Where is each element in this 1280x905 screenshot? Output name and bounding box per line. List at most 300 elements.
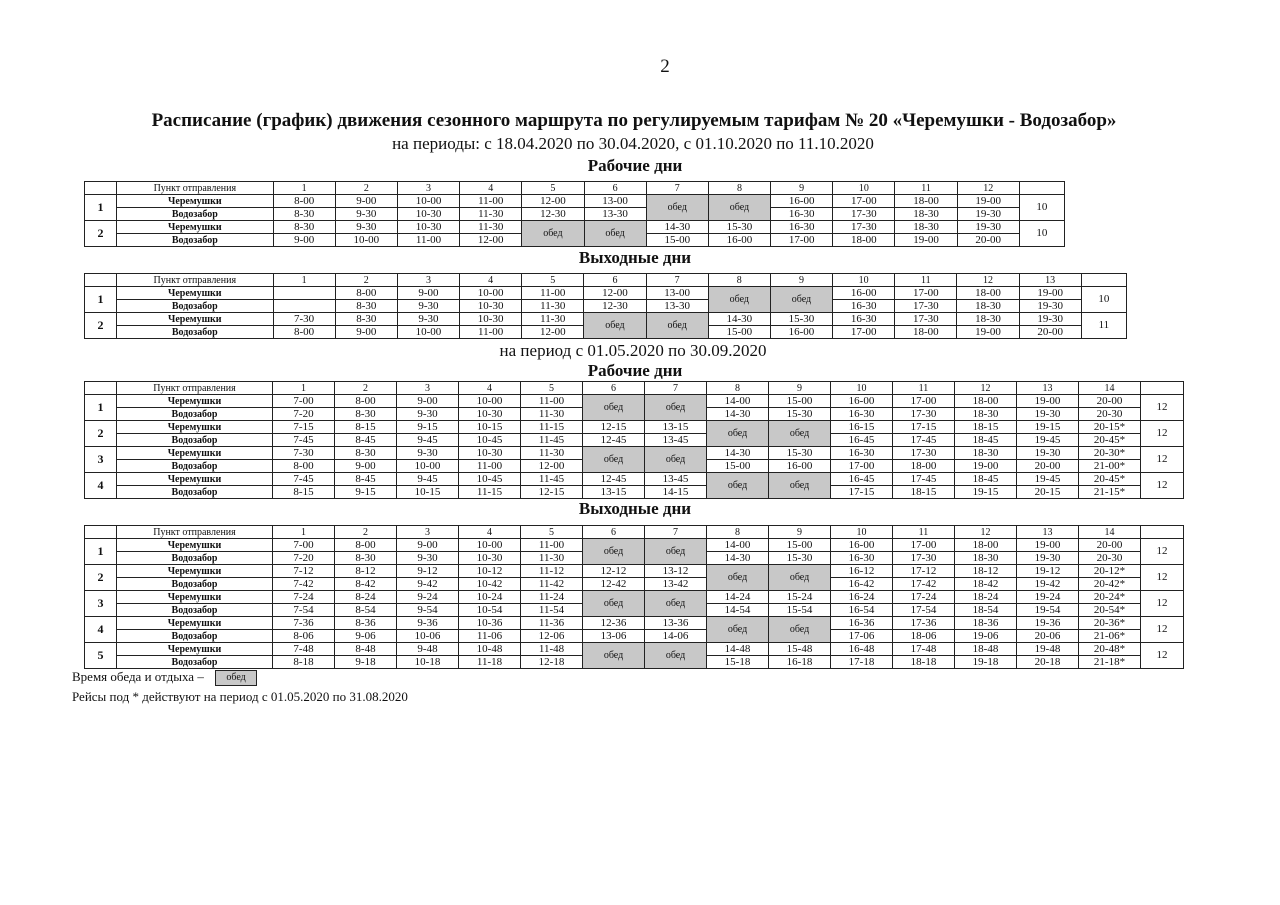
time-cell: 11-36 <box>521 617 583 630</box>
table-row <box>85 643 1184 656</box>
time-cell: 17-00 <box>895 287 957 300</box>
time-cell: 10-54 <box>459 604 521 617</box>
trip-number-3: 3 <box>397 182 459 195</box>
time-cell: 8-12 <box>335 565 397 578</box>
time-cell: 9-30 <box>397 313 459 326</box>
table-row <box>85 539 1184 552</box>
time-cell: 10-45 <box>459 434 521 447</box>
time-cell: 18-45 <box>955 434 1017 447</box>
time-cell: 10-12 <box>459 565 521 578</box>
time-cell: 18-15 <box>893 486 955 499</box>
time-cell: 15-30 <box>769 447 831 460</box>
time-cell: 8-30 <box>335 300 397 313</box>
time-cell: 12-45 <box>583 473 645 486</box>
stop-name: Водозабор <box>117 656 273 669</box>
time-cell: 16-00 <box>831 539 893 552</box>
header-empty-cell <box>85 182 117 195</box>
time-cell: 9-00 <box>397 395 459 408</box>
time-cell: 12-06 <box>521 630 583 643</box>
time-cell: 13-00 <box>584 195 646 208</box>
time-cell: 18-30 <box>895 208 957 221</box>
time-cell: 19-45 <box>1017 473 1079 486</box>
time-cell: 14-48 <box>707 643 769 656</box>
trips-total: 12 <box>1141 447 1184 473</box>
stop-name: Черемушки <box>117 617 273 630</box>
time-cell: 20-36* <box>1079 617 1141 630</box>
time-cell: 8-00 <box>335 395 397 408</box>
header-total-empty <box>1141 382 1184 395</box>
time-cell: 18-30 <box>955 552 1017 565</box>
lunch-cell: обед <box>583 643 645 669</box>
time-cell: 16-45 <box>831 473 893 486</box>
schedule-number: 2 <box>85 421 117 447</box>
time-cell: 7-15 <box>273 421 335 434</box>
lunch-cell: обед <box>769 421 831 447</box>
table-row <box>85 313 1127 326</box>
section-weekends-1: Выходные дни <box>578 248 692 267</box>
time-cell: 20-00 <box>957 234 1019 247</box>
time-cell: 15-00 <box>769 539 831 552</box>
time-cell: 19-00 <box>1017 395 1079 408</box>
time-cell: 10-36 <box>459 617 521 630</box>
time-cell: 16-00 <box>770 326 832 339</box>
time-cell: 8-30 <box>335 313 397 326</box>
time-cell: 18-00 <box>895 195 957 208</box>
trips-total: 12 <box>1141 617 1184 643</box>
trip-number-8: 8 <box>707 382 769 395</box>
table-row <box>85 434 1184 447</box>
time-cell: 16-42 <box>831 578 893 591</box>
stop-name: Черемушки <box>117 421 273 434</box>
time-cell: 7-12 <box>273 565 335 578</box>
time-cell: 20-24* <box>1079 591 1141 604</box>
trip-number-1: 1 <box>273 182 335 195</box>
trip-number-11: 11 <box>893 526 955 539</box>
time-cell: 17-30 <box>833 208 895 221</box>
stop-name: Черемушки <box>117 539 273 552</box>
lunch-cell: обед <box>583 395 645 421</box>
time-cell: 19-00 <box>1017 539 1079 552</box>
footer-note: Рейсы под * действуют на период с 01.05.2020 по 31.08.2020 <box>72 689 408 704</box>
time-cell: 9-00 <box>397 539 459 552</box>
schedule-number: 1 <box>85 539 117 565</box>
trip-number-8: 8 <box>707 526 769 539</box>
table-row <box>85 221 1065 234</box>
time-cell: 11-06 <box>459 630 521 643</box>
section-weekdays-2: Рабочие дни <box>587 361 683 380</box>
time-cell <box>273 287 335 300</box>
time-cell: 21-15* <box>1079 486 1141 499</box>
schedule-table-weekends-1 <box>84 273 1127 339</box>
time-cell: 13-15 <box>645 421 707 434</box>
trip-number-1: 1 <box>273 274 335 287</box>
stop-name: Черемушки <box>117 195 273 208</box>
time-cell: 16-00 <box>833 287 895 300</box>
table-header-row <box>85 182 1065 195</box>
document-title: Расписание (график) движения сезонного маршрута по регулируемым тарифам № 20 «Черемушки - Водозабор» <box>151 110 1117 131</box>
time-cell: 8-45 <box>335 434 397 447</box>
time-cell: 8-00 <box>273 195 335 208</box>
trip-number-8: 8 <box>708 274 770 287</box>
trips-total: 12 <box>1141 643 1184 669</box>
time-cell: 12-12 <box>583 565 645 578</box>
time-cell: 19-45 <box>1017 434 1079 447</box>
time-cell: 8-54 <box>335 604 397 617</box>
period-2-subtitle: на период с 01.05.2020 по 30.09.2020 <box>499 341 767 360</box>
time-cell: 19-30 <box>957 208 1019 221</box>
time-cell: 10-00 <box>397 195 459 208</box>
header-departure-label: Пункт отправления <box>117 526 273 539</box>
time-cell: 11-15 <box>521 421 583 434</box>
time-cell: 20-30 <box>1079 552 1141 565</box>
time-cell: 19-00 <box>1019 287 1081 300</box>
time-cell: 10-30 <box>459 408 521 421</box>
time-cell: 20-54* <box>1079 604 1141 617</box>
time-cell: 17-30 <box>895 300 957 313</box>
section-weekends-2: Выходные дни <box>578 499 692 518</box>
lunch-cell: обед <box>522 221 584 247</box>
table-row <box>85 421 1184 434</box>
time-cell: 7-00 <box>273 539 335 552</box>
time-cell: 17-24 <box>893 591 955 604</box>
stop-name: Водозабор <box>117 234 273 247</box>
stop-name: Черемушки <box>117 643 273 656</box>
time-cell: 18-00 <box>833 234 895 247</box>
time-cell: 8-15 <box>335 421 397 434</box>
time-cell: 8-30 <box>335 552 397 565</box>
header-total-empty <box>1019 182 1064 195</box>
time-cell: 7-54 <box>273 604 335 617</box>
stop-name: Водозабор <box>117 552 273 565</box>
time-cell: 10-42 <box>459 578 521 591</box>
lunch-cell: обед <box>769 473 831 499</box>
trip-number-14: 14 <box>1079 526 1141 539</box>
schedule-number: 2 <box>85 221 117 247</box>
time-cell: 17-45 <box>893 473 955 486</box>
table-row <box>85 565 1184 578</box>
time-cell: 17-42 <box>893 578 955 591</box>
time-cell: 18-36 <box>955 617 1017 630</box>
trip-number-7: 7 <box>646 182 708 195</box>
time-cell: 16-30 <box>831 447 893 460</box>
table-header-row <box>85 526 1184 539</box>
time-cell: 10-00 <box>335 234 397 247</box>
time-cell: 19-18 <box>955 656 1017 669</box>
stop-name: Черемушки <box>117 447 273 460</box>
time-cell: 19-15 <box>955 486 1017 499</box>
time-cell: 11-30 <box>522 313 584 326</box>
time-cell: 18-30 <box>957 300 1019 313</box>
time-cell: 16-30 <box>831 552 893 565</box>
time-cell: 18-00 <box>955 395 1017 408</box>
stop-name: Черемушки <box>117 591 273 604</box>
stop-name: Черемушки <box>117 221 273 234</box>
time-cell: 17-30 <box>895 313 957 326</box>
table-row <box>85 195 1065 208</box>
time-cell: 14-15 <box>645 486 707 499</box>
time-cell: 9-00 <box>335 326 397 339</box>
time-cell: 18-30 <box>895 221 957 234</box>
time-cell: 10-30 <box>459 552 521 565</box>
time-cell: 11-00 <box>397 234 459 247</box>
time-cell: 20-48* <box>1079 643 1141 656</box>
time-cell: 7-20 <box>273 408 335 421</box>
time-cell: 10-06 <box>397 630 459 643</box>
time-cell: 16-30 <box>831 408 893 421</box>
trip-number-2: 2 <box>335 526 397 539</box>
time-cell: 18-00 <box>957 287 1019 300</box>
schedule-number: 1 <box>85 287 117 313</box>
time-cell: 11-12 <box>521 565 583 578</box>
time-cell: 13-45 <box>645 473 707 486</box>
trip-number-5: 5 <box>521 526 583 539</box>
header-total-empty <box>1141 526 1184 539</box>
lunch-cell: обед <box>769 617 831 643</box>
time-cell: 15-54 <box>769 604 831 617</box>
time-cell: 9-45 <box>397 434 459 447</box>
time-cell: 7-20 <box>273 552 335 565</box>
time-cell: 15-00 <box>707 460 769 473</box>
schedule-number: 2 <box>85 565 117 591</box>
lunch-cell: обед <box>645 395 707 421</box>
schedule-number: 2 <box>85 313 117 339</box>
time-cell: 15-00 <box>769 395 831 408</box>
time-cell: 19-15 <box>1017 421 1079 434</box>
section-weekdays-1: Рабочие дни <box>587 156 683 175</box>
time-cell: 12-30 <box>522 208 584 221</box>
time-cell: 12-18 <box>521 656 583 669</box>
time-cell: 15-30 <box>769 408 831 421</box>
time-cell: 7-42 <box>273 578 335 591</box>
time-cell: 11-30 <box>521 552 583 565</box>
time-cell: 9-48 <box>397 643 459 656</box>
time-cell: 7-45 <box>273 434 335 447</box>
time-cell: 8-24 <box>335 591 397 604</box>
time-cell: 13-30 <box>646 300 708 313</box>
table-row <box>85 395 1184 408</box>
time-cell: 15-30 <box>708 221 770 234</box>
table-row <box>85 473 1184 486</box>
time-cell: 9-00 <box>335 195 397 208</box>
time-cell: 19-54 <box>1017 604 1079 617</box>
time-cell: 9-00 <box>335 460 397 473</box>
header-empty-cell <box>85 274 117 287</box>
lunch-cell: обед <box>646 195 708 221</box>
time-cell: 13-15 <box>583 486 645 499</box>
time-cell: 10-15 <box>397 486 459 499</box>
time-cell: 13-42 <box>645 578 707 591</box>
time-cell: 10-15 <box>459 421 521 434</box>
time-cell: 11-30 <box>522 300 584 313</box>
time-cell: 19-30 <box>957 221 1019 234</box>
time-cell: 20-45* <box>1079 434 1141 447</box>
time-cell: 16-30 <box>771 208 833 221</box>
time-cell: 16-36 <box>831 617 893 630</box>
time-cell: 17-00 <box>833 326 895 339</box>
schedule-number: 3 <box>85 591 117 617</box>
trip-number-10: 10 <box>833 274 895 287</box>
trip-number-9: 9 <box>769 526 831 539</box>
time-cell: 9-30 <box>397 447 459 460</box>
time-cell: 8-48 <box>335 643 397 656</box>
trip-number-6: 6 <box>583 526 645 539</box>
trip-number-5: 5 <box>522 274 584 287</box>
trip-number-12: 12 <box>955 382 1017 395</box>
trips-total: 10 <box>1019 221 1064 247</box>
time-cell: 13-45 <box>645 434 707 447</box>
trip-number-8: 8 <box>708 182 770 195</box>
trip-number-7: 7 <box>646 274 708 287</box>
time-cell: 7-00 <box>273 395 335 408</box>
table-row <box>85 287 1127 300</box>
table-row <box>85 617 1184 630</box>
trip-number-10: 10 <box>831 382 893 395</box>
time-cell: 9-15 <box>397 421 459 434</box>
time-cell: 15-00 <box>708 326 770 339</box>
stop-name: Черемушки <box>117 313 273 326</box>
time-cell: 9-30 <box>335 221 397 234</box>
time-cell: 19-30 <box>1017 408 1079 421</box>
header-total-empty <box>1081 274 1126 287</box>
time-cell: 17-36 <box>893 617 955 630</box>
time-cell: 14-06 <box>645 630 707 643</box>
trip-number-7: 7 <box>645 526 707 539</box>
time-cell: 14-24 <box>707 591 769 604</box>
time-cell: 7-48 <box>273 643 335 656</box>
time-cell: 12-00 <box>584 287 646 300</box>
time-cell: 16-30 <box>833 300 895 313</box>
time-cell: 18-00 <box>895 326 957 339</box>
time-cell: 18-30 <box>957 313 1019 326</box>
schedule-number: 3 <box>85 447 117 473</box>
time-cell: 11-30 <box>460 208 522 221</box>
trip-number-2: 2 <box>335 182 397 195</box>
lunch-cell: обед <box>645 591 707 617</box>
trip-number-6: 6 <box>583 382 645 395</box>
time-cell: 17-30 <box>893 447 955 460</box>
time-cell: 9-15 <box>335 486 397 499</box>
stop-name: Водозабор <box>117 486 273 499</box>
lunch-cell: обед <box>707 565 769 591</box>
time-cell: 17-30 <box>893 552 955 565</box>
time-cell: 17-30 <box>833 221 895 234</box>
stop-name: Водозабор <box>117 208 273 221</box>
trips-total: 12 <box>1141 473 1184 499</box>
time-cell: 8-06 <box>273 630 335 643</box>
time-cell: 16-12 <box>831 565 893 578</box>
time-cell: 10-30 <box>397 208 459 221</box>
time-cell: 9-00 <box>397 287 459 300</box>
stop-name: Черемушки <box>117 395 273 408</box>
time-cell: 17-15 <box>893 421 955 434</box>
time-cell: 16-30 <box>833 313 895 326</box>
time-cell: 20-30* <box>1079 447 1141 460</box>
time-cell: 17-18 <box>831 656 893 669</box>
time-cell: 20-12* <box>1079 565 1141 578</box>
time-cell: 17-06 <box>831 630 893 643</box>
time-cell: 19-30 <box>1019 313 1081 326</box>
time-cell: 10-30 <box>460 313 522 326</box>
footer-lunch-legend <box>72 669 257 686</box>
time-cell: 18-06 <box>893 630 955 643</box>
time-cell: 19-00 <box>957 326 1019 339</box>
lunch-cell: обед <box>645 447 707 473</box>
time-cell: 19-12 <box>1017 565 1079 578</box>
time-cell: 10-00 <box>397 326 459 339</box>
trip-number-9: 9 <box>771 182 833 195</box>
time-cell: 9-30 <box>397 552 459 565</box>
time-cell: 18-54 <box>955 604 1017 617</box>
time-cell: 8-18 <box>273 656 335 669</box>
time-cell: 11-15 <box>459 486 521 499</box>
time-cell: 8-36 <box>335 617 397 630</box>
lunch-cell: обед <box>770 287 832 313</box>
time-cell: 18-18 <box>893 656 955 669</box>
time-cell: 16-00 <box>769 460 831 473</box>
trip-number-12: 12 <box>957 182 1019 195</box>
time-cell: 17-54 <box>893 604 955 617</box>
time-cell: 9-45 <box>397 473 459 486</box>
header-departure-label: Пункт отправления <box>117 382 273 395</box>
trip-number-12: 12 <box>955 526 1017 539</box>
time-cell: 19-00 <box>895 234 957 247</box>
trip-number-6: 6 <box>584 274 646 287</box>
lunch-legend-swatch: обед <box>215 670 257 686</box>
time-cell: 9-06 <box>335 630 397 643</box>
time-cell: 14-30 <box>707 552 769 565</box>
time-cell: 18-00 <box>955 539 1017 552</box>
time-cell: 11-45 <box>521 434 583 447</box>
time-cell: 17-00 <box>893 539 955 552</box>
time-cell: 16-45 <box>831 434 893 447</box>
time-cell: 13-36 <box>645 617 707 630</box>
lunch-cell: обед <box>583 539 645 565</box>
time-cell: 20-06 <box>1017 630 1079 643</box>
time-cell: 7-30 <box>273 313 335 326</box>
trips-total: 12 <box>1141 565 1184 591</box>
time-cell: 7-36 <box>273 617 335 630</box>
time-cell: 8-42 <box>335 578 397 591</box>
lunch-cell: обед <box>645 539 707 565</box>
time-cell: 7-30 <box>273 447 335 460</box>
time-cell: 17-00 <box>771 234 833 247</box>
time-cell: 20-45* <box>1079 473 1141 486</box>
time-cell: 18-45 <box>955 473 1017 486</box>
time-cell: 15-30 <box>770 313 832 326</box>
lunch-cell: обед <box>708 195 770 221</box>
trips-total: 12 <box>1141 591 1184 617</box>
time-cell: 14-00 <box>707 395 769 408</box>
time-cell: 20-18 <box>1017 656 1079 669</box>
stop-name: Водозабор <box>117 326 273 339</box>
time-cell: 11-30 <box>521 447 583 460</box>
time-cell: 12-42 <box>583 578 645 591</box>
trip-number-4: 4 <box>459 526 521 539</box>
trip-number-6: 6 <box>584 182 646 195</box>
stop-name: Водозабор <box>117 434 273 447</box>
lunch-cell: обед <box>583 447 645 473</box>
time-cell: 18-48 <box>955 643 1017 656</box>
trip-number-9: 9 <box>770 274 832 287</box>
time-cell: 15-30 <box>769 552 831 565</box>
time-cell: 10-24 <box>459 591 521 604</box>
time-cell: 15-18 <box>707 656 769 669</box>
time-cell: 14-00 <box>707 539 769 552</box>
time-cell: 19-48 <box>1017 643 1079 656</box>
time-cell: 11-48 <box>521 643 583 656</box>
time-cell: 12-15 <box>521 486 583 499</box>
table-row <box>85 208 1065 221</box>
